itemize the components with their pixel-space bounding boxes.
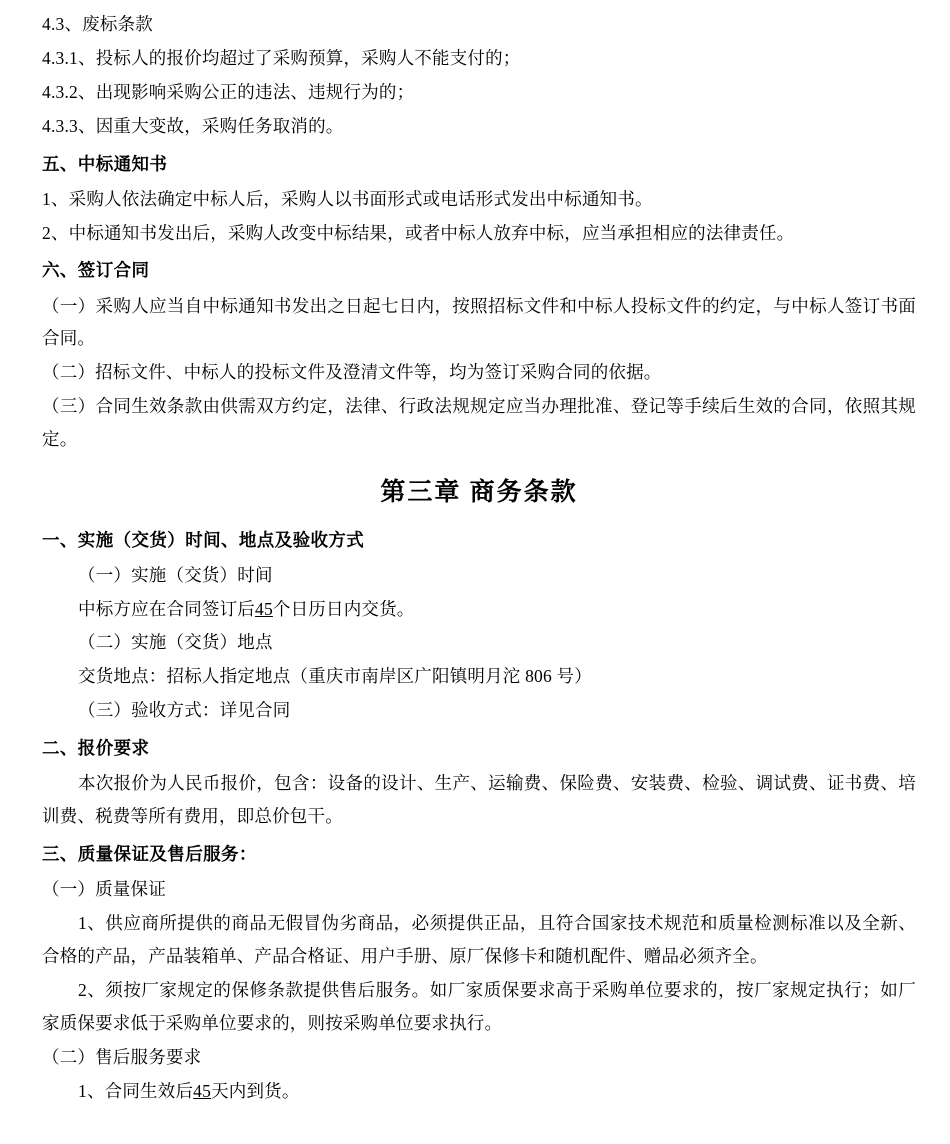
section-5-heading: 五、中标通知书	[42, 153, 168, 174]
chapter3-section-1-sub-1-text	[42, 593, 916, 626]
delivery-days-value: 45	[255, 598, 273, 619]
section-4-3-item-3: 4.3.3、因重大变故，采购任务取消的。	[42, 115, 344, 136]
chapter3-section-3-sub-1-item-2: 2、须按厂家规定的保修条款提供售后服务。如厂家质保要求高于采购单位要求的，按厂家规定执行；如厂家质保要求低于采购单位要求的，则按采购单位要求执行。	[42, 979, 916, 1033]
arrival-days-value: 45	[193, 1080, 212, 1101]
section-5-item-2: 2、中标通知书发出后，采购人改变中标结果，或者中标人放弃中标，应当承担相应的法律责任。	[42, 222, 795, 243]
chapter3-section-1-sub-2-text: 交货地点：招标人指定地点（重庆市南岸区广阳镇明月沱 806 号）	[78, 666, 592, 687]
chapter3-section-1-sub-2-title: （二）实施（交货）地点	[78, 632, 273, 653]
chapter3-section-1-heading: 一、实施（交货）时间、地点及验收方式	[42, 529, 365, 550]
section-6-item-3: （三）合同生效条款由供需双方约定，法律、行政法规规定应当办理批准、登记等手续后生效的合同，依照其规定。	[42, 396, 916, 450]
section-6-item-1: （一）采购人应当自中标通知书发出之日起七日内，按照招标文件和中标人投标文件的约定，与中标人签订书面合同。	[42, 295, 916, 349]
delivery-days-suffix: 个日历日内交货。	[272, 598, 415, 619]
section-5-item-1: 1、采购人依法确定中标人后，采购人以书面形式或电话形式发出中标通知书。	[42, 188, 653, 209]
chapter3-section-3-sub-2-title: （二）售后服务要求	[42, 1046, 202, 1067]
section-6-heading: 六、签订合同	[42, 260, 150, 281]
section-6-item-2: （二）招标文件、中标人的投标文件及澄清文件等，均为签订采购合同的依据。	[42, 362, 662, 383]
chapter3-section-2-text: 本次报价为人民币报价，包含：设备的设计、生产、运输费、保险费、安装费、检验、调试费、证书费、培训费、税费等所有费用，即总价包干。	[42, 773, 916, 827]
chapter3-section-1-sub-3-text: （三）验收方式：详见合同	[78, 700, 291, 721]
chapter3-section-3-sub-2-item-1	[42, 1075, 916, 1108]
chapter3-section-3-sub-1-item-1: 1、供应商所提供的商品无假冒伪劣商品，必须提供正品，且符合国家技术规范和质量检测标准以及全新、合格的产品，产品装箱单、产品合格证、用户手册、原厂保修卡和随机配件、赠品必须齐全。	[42, 913, 916, 966]
section-4-3-item-1: 4.3.1、投标人的报价均超过了采购预算，采购人不能支付的；	[42, 47, 521, 68]
section-4-3-heading: 4.3、废标条款	[42, 14, 153, 34]
chapter3-section-1-sub-1-title: （一）实施（交货）时间	[78, 564, 273, 585]
section-4-3-item-2: 4.3.2、出现影响采购公正的违法、违规行为的；	[42, 81, 415, 102]
arrival-days-suffix: 天内到货。	[211, 1080, 300, 1101]
chapter3-section-3-heading: 三、质量保证及售后服务：	[42, 844, 257, 865]
arrival-days-label: 1、合同生效后	[78, 1080, 194, 1101]
chapter3-section-3-sub-1-title: （一）质量保证	[42, 879, 166, 900]
delivery-days-label: 中标方应在合同签订后	[78, 598, 255, 619]
chapter-title: 第三章 商务条款	[380, 479, 578, 507]
chapter3-section-2-heading: 二、报价要求	[42, 738, 150, 759]
